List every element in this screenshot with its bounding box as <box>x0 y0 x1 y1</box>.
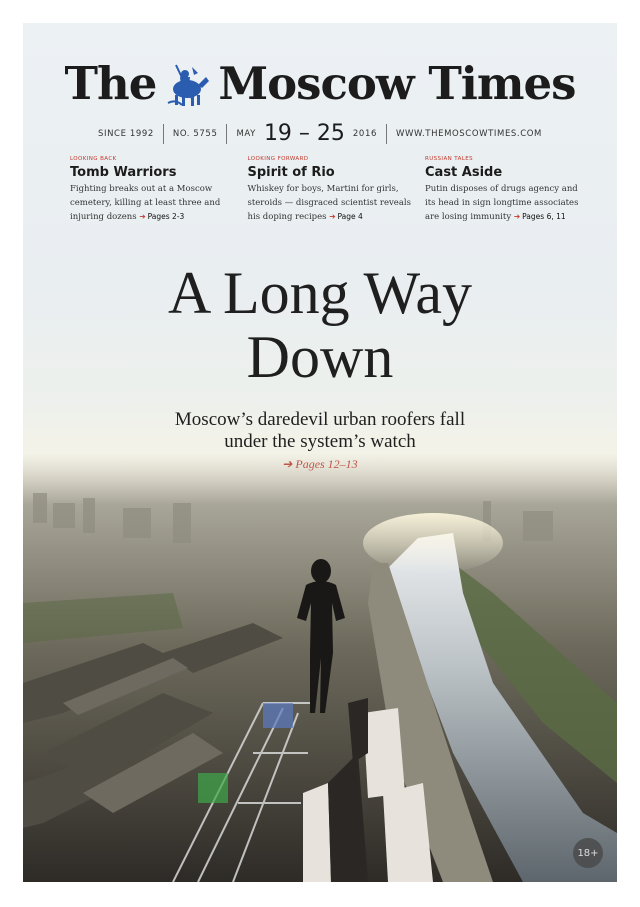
teaser-deck <box>248 183 413 225</box>
teaser-deck <box>425 183 590 225</box>
divider <box>163 124 164 144</box>
teaser-spirit-of-rio[interactable] <box>248 156 413 225</box>
teaser-headline: Tomb Warriors <box>70 165 177 180</box>
issue-number: NO. 5755 <box>172 128 218 139</box>
divider <box>386 124 387 144</box>
website: WWW.THEMOSCOWTIMES.COM <box>395 128 542 139</box>
teaser-page-ref <box>329 212 363 221</box>
newspaper-cover <box>23 23 617 882</box>
red-arrow-icon: ➔ <box>139 212 146 221</box>
issue-year: 2016 <box>352 128 377 139</box>
age-rating-badge: 18+ <box>573 838 603 868</box>
teaser-tomb-warriors[interactable] <box>70 156 235 225</box>
teaser-kicker: LOOKING FORWARD <box>247 156 309 162</box>
teaser-kicker: RUSSIAN TALES <box>425 156 474 162</box>
teaser-headline: Cast Aside <box>425 165 503 180</box>
teaser-page-ref-text: Pages 6, 11 <box>522 212 566 221</box>
cover-headline-line1: A Long Way <box>167 260 473 326</box>
teaser-page-ref-text: Pages 2-3 <box>147 212 185 221</box>
masthead-word-moscow-times: Moscow Times <box>218 57 576 110</box>
issue-dates: 19 – 25 <box>263 121 345 146</box>
saint-george-emblem-icon <box>162 59 212 109</box>
masthead <box>23 57 617 110</box>
teaser-cast-aside[interactable] <box>425 156 590 225</box>
issue-month: MAY <box>236 128 256 139</box>
cover-headline[interactable] <box>23 261 617 389</box>
teaser-headline: Spirit of Rio <box>247 165 335 180</box>
teaser-kicker: LOOKING BACK <box>70 156 117 162</box>
divider <box>226 124 227 144</box>
rooftop-photo <box>23 453 617 882</box>
cover-subtitle-line2: under the system’s watch <box>224 431 416 452</box>
red-arrow-icon: ➔ <box>329 212 336 221</box>
teaser-page-ref <box>514 212 566 221</box>
masthead-word-the: The <box>64 57 157 110</box>
teaser-deck <box>70 183 235 225</box>
cover-subtitle-line1: Moscow’s daredevil urban roofers fall <box>174 409 466 430</box>
dateline <box>23 121 617 146</box>
teaser-page-ref <box>139 212 184 221</box>
cover-subtitle <box>23 409 617 453</box>
teaser-deck-text: Fighting breaks out at a Moscow cemetery, killing at least three and injuring dozens <box>70 184 221 222</box>
teaser-deck-text: Putin disposes of drugs agency and its head in sign longtime associates are losing immunity <box>425 184 579 222</box>
teaser-deck-text: Whiskey for boys, Martini for girls, steroids — disgraced scientist reveals his doping recipes <box>247 184 411 222</box>
red-arrow-icon: ➔ <box>513 212 521 221</box>
cover-headline-line2: Down <box>246 324 394 390</box>
teaser-page-ref-text: Page 4 <box>337 212 363 221</box>
teasers <box>70 156 590 225</box>
since-year: SINCE 1992 <box>98 128 154 139</box>
